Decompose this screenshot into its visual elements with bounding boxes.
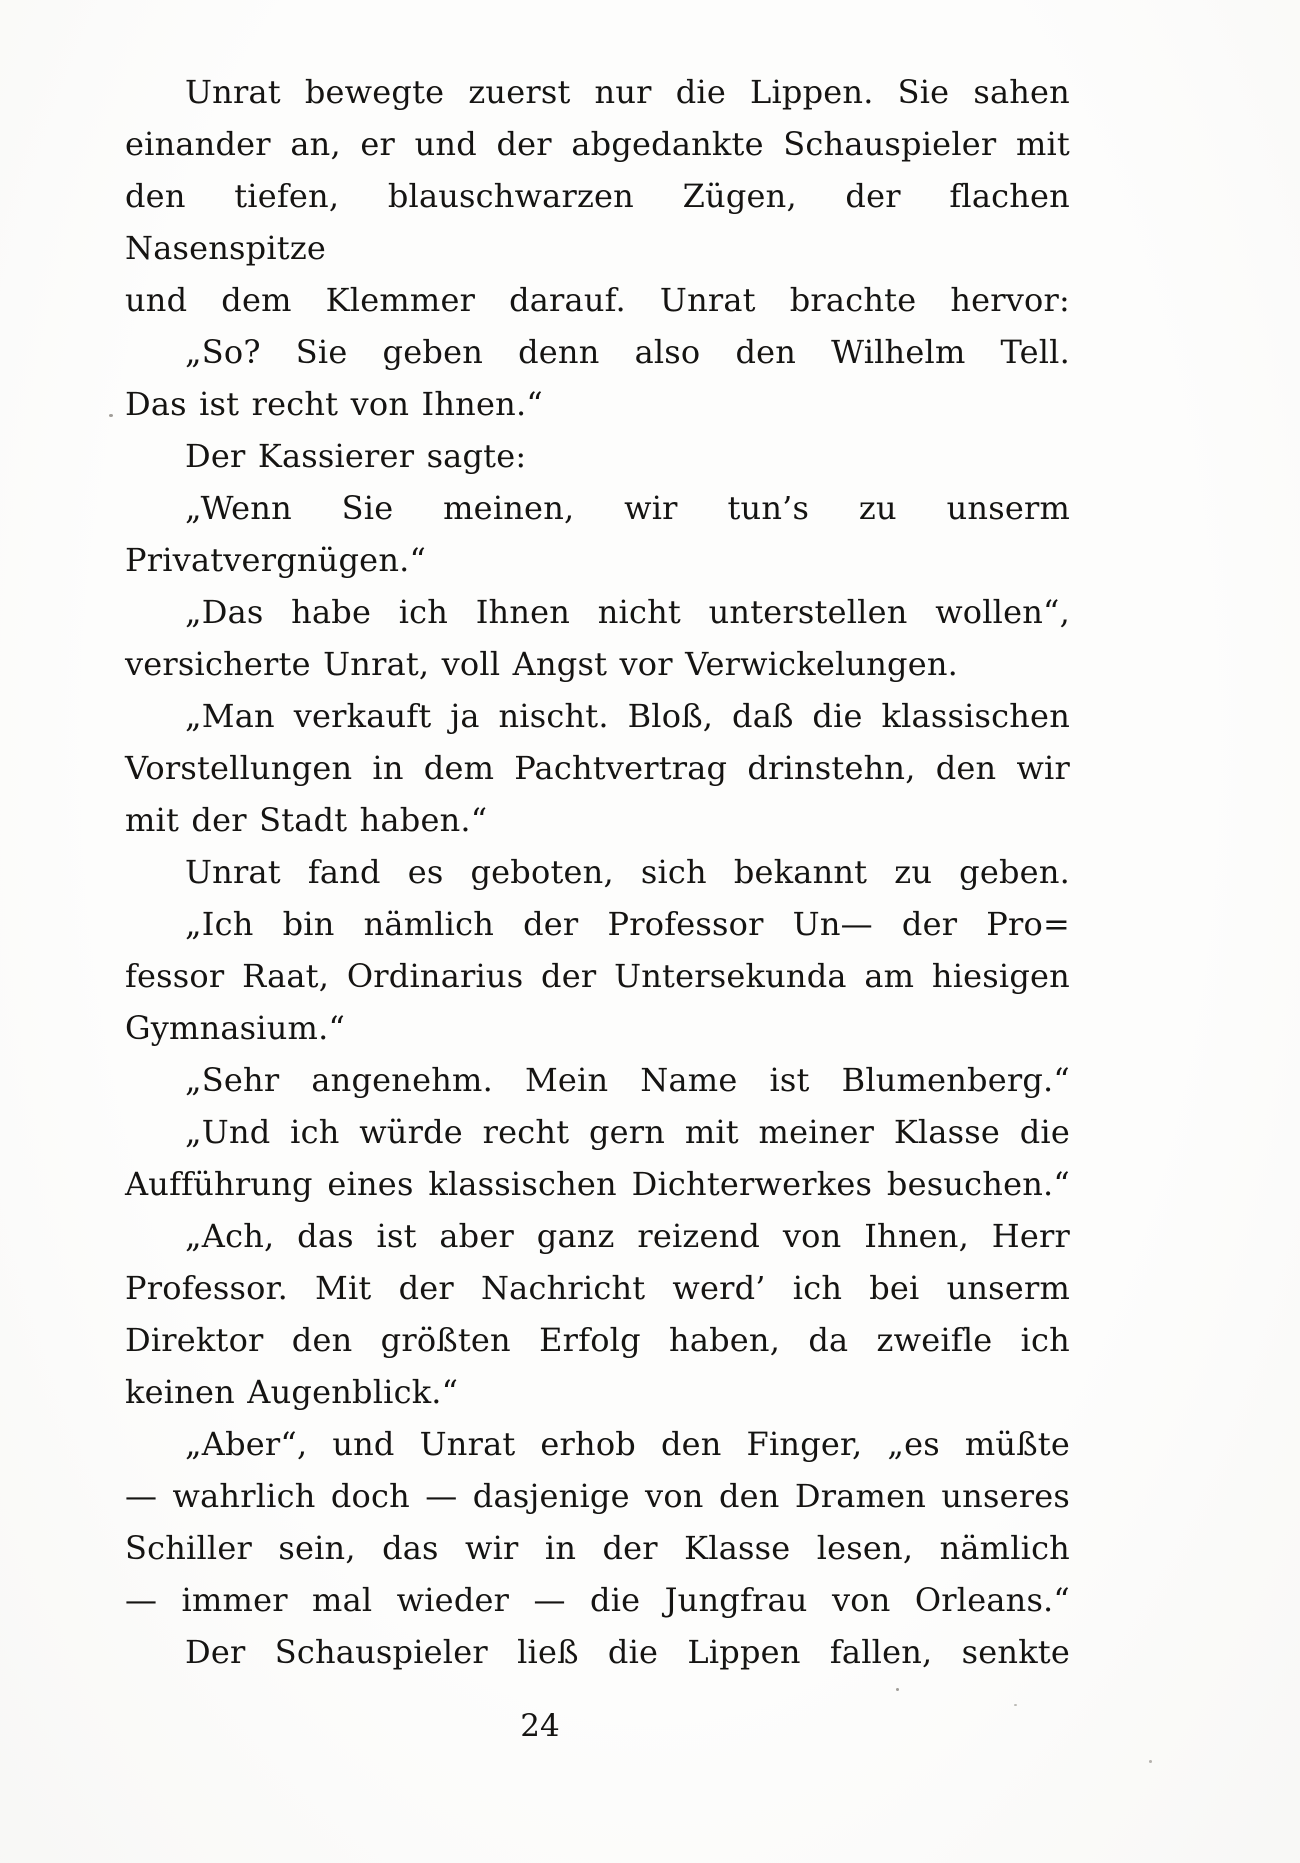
text-line: „So? Sie geben denn also den Wilhelm Tell. bbox=[185, 333, 1070, 371]
text-line: versicherte Unrat, voll Angst vor Verwickelungen. bbox=[125, 645, 959, 683]
text-line: Vorstellungen in dem Pachtvertrag drinstehn, den wir bbox=[125, 749, 1070, 787]
scan-speck bbox=[109, 414, 113, 417]
text-line: „Ich bin nämlich der Professor Un— der Pro= bbox=[185, 905, 1070, 943]
text-line: „Das habe ich Ihnen nicht unterstellen wollen“, bbox=[185, 593, 1070, 631]
text-line: Das ist recht von Ihnen.“ bbox=[125, 385, 543, 423]
text-line: „Wenn Sie meinen, wir tun’s zu unserm bbox=[185, 489, 1070, 527]
page-number: 24 bbox=[520, 1708, 560, 1744]
text-line: Gymnasium.“ bbox=[125, 1009, 346, 1047]
text-line: „Aber“, und Unrat erhob den Finger, „es müßte bbox=[185, 1425, 1070, 1463]
text-line: mit der Stadt haben.“ bbox=[125, 801, 488, 839]
text-line: einander an, er und der abgedankte Schauspieler mit bbox=[125, 125, 1070, 163]
text-line: „Man verkauft ja nischt. Bloß, daß die klassischen bbox=[185, 697, 1070, 735]
text-line: Professor. Mit der Nachricht werd’ ich bei unserm bbox=[125, 1269, 1070, 1307]
text-line: Unrat fand es geboten, sich bekannt zu geben. bbox=[185, 853, 1070, 891]
text-line: Privatvergnügen.“ bbox=[125, 541, 427, 579]
text-line: fessor Raat, Ordinarius der Untersekunda am hiesigen bbox=[125, 957, 1070, 995]
text-line: den tiefen, blauschwarzen Zügen, der flachen Nasenspitze bbox=[125, 177, 1070, 267]
text-line: Der Kassierer sagte: bbox=[185, 437, 527, 475]
text-line: Schiller sein, das wir in der Klasse lesen, nämlich bbox=[125, 1529, 1070, 1567]
text-line: — immer mal wieder — die Jungfrau von Orleans.“ bbox=[125, 1581, 1070, 1619]
text-line: „Sehr angenehm. Mein Name ist Blumenberg.“ bbox=[185, 1061, 1070, 1099]
text-line: Der Schauspieler ließ die Lippen fallen, senkte bbox=[185, 1633, 1070, 1671]
text-line: keinen Augenblick.“ bbox=[125, 1373, 459, 1411]
scan-speck bbox=[896, 1688, 899, 1691]
scan-speck bbox=[1014, 1704, 1017, 1706]
scan-speck bbox=[1149, 1760, 1152, 1763]
text-line: Direktor den größten Erfolg haben, da zweifle ich bbox=[125, 1321, 1070, 1359]
text-line: — wahrlich doch — dasjenige von den Dramen unseres bbox=[125, 1477, 1070, 1515]
text-line: „Und ich würde recht gern mit meiner Klasse die bbox=[185, 1113, 1070, 1151]
text-block bbox=[125, 66, 1070, 1678]
text-line: und dem Klemmer darauf. Unrat brachte hervor: bbox=[125, 281, 1070, 319]
text-line: Aufführung eines klassischen Dichterwerkes besuchen.“ bbox=[125, 1165, 1070, 1203]
text-line: Unrat bewegte zuerst nur die Lippen. Sie sahen bbox=[185, 73, 1070, 111]
text-line: „Ach, das ist aber ganz reizend von Ihnen, Herr bbox=[185, 1217, 1070, 1255]
